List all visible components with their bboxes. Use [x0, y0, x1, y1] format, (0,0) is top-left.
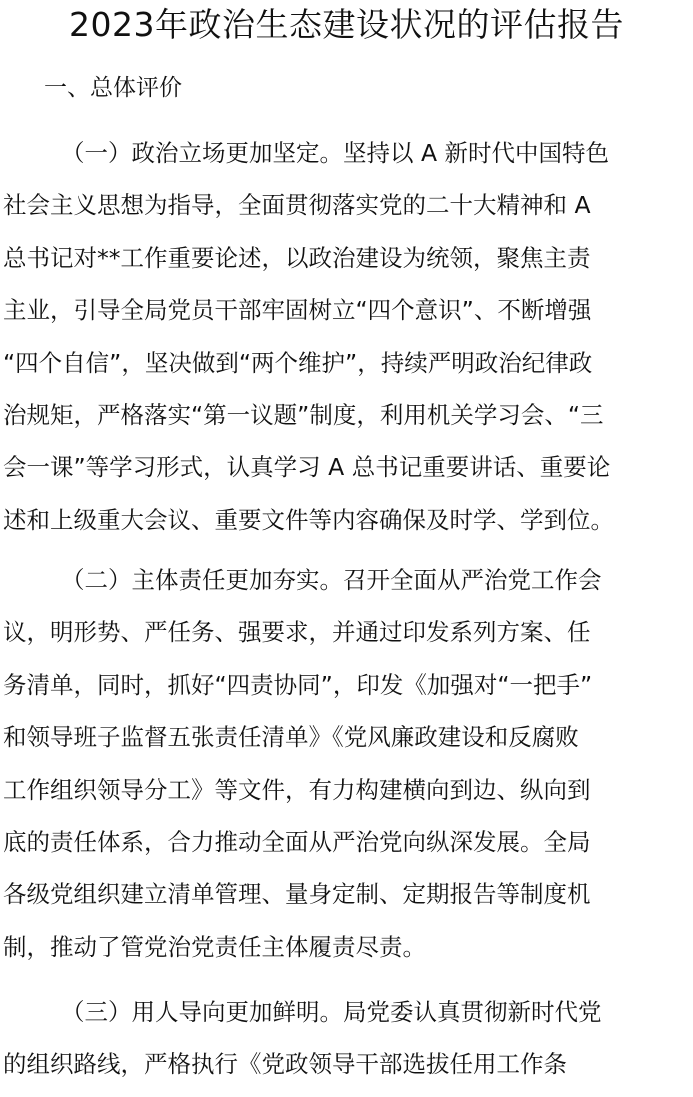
paragraph-line: （二）主体责任更加夯实。召开全面从严治党工作会	[61, 566, 602, 594]
paragraph-line: 工作组织领导分工》等文件，有力构建横向到边、纵向到	[3, 775, 591, 804]
document-title: 2023年政治生态建设状况的评估报告	[69, 5, 624, 44]
paragraph-line: 主业，引导全局党员干部牢固树立“四个意识”、不断增强	[3, 296, 592, 325]
paragraph-line: （三）用人导向更加鲜明。局党委认真贯彻新时代党	[61, 998, 602, 1026]
paragraph-line: （一）政治立场更加坚定。坚持以 A 新时代中国特色	[61, 139, 610, 167]
paragraph-3	[3, 986, 691, 1091]
paragraph-line: 底的责任体系，合力推动全面从严治党向纵深发展。全局	[3, 827, 591, 856]
paragraph-1	[3, 127, 691, 546]
paragraph-line: 的组织路线，严格执行《党政领导干部选拔任用工作条	[3, 1050, 567, 1079]
paragraph-line: 议，明形势、严任务、强要求，并通过印发系列方案、任	[3, 618, 591, 647]
paragraph-line: 务清单，同时，抓好“四责协同”，印发《加强对“一把手”	[3, 670, 593, 699]
paragraph-line: 治规矩，严格落实“第一议题”制度，利用机关学习会、“三	[3, 400, 604, 429]
paragraph-2	[3, 554, 691, 973]
paragraph-line: 和领导班子监督五张责任清单》《党风廉政建设和反腐败	[3, 723, 579, 752]
paragraph-line: “四个自信”，坚决做到“两个维护”，持续严明政治纪律政	[3, 348, 593, 377]
section-heading: 一、总体评价	[44, 75, 182, 101]
paragraph-line: 总书记对**工作重要论述，以政治建设为统领，聚焦主责	[3, 243, 591, 272]
paragraph-line: 制，推动了管党治党责任主体履责尽责。	[3, 932, 426, 961]
paragraph-line: 述和上级重大会议、重要文件等内容确保及时学、学到位。	[3, 505, 614, 534]
paragraph-line: 会一课”等学习形式，认真学习 A 总书记重要讲话、重要论	[3, 453, 611, 482]
paragraph-line: 各级党组织建立清单管理、量身定制、定期报告等制度机	[3, 880, 591, 909]
paragraph-line: 社会主义思想为指导，全面贯彻落实党的二十大精神和 A	[3, 191, 591, 220]
